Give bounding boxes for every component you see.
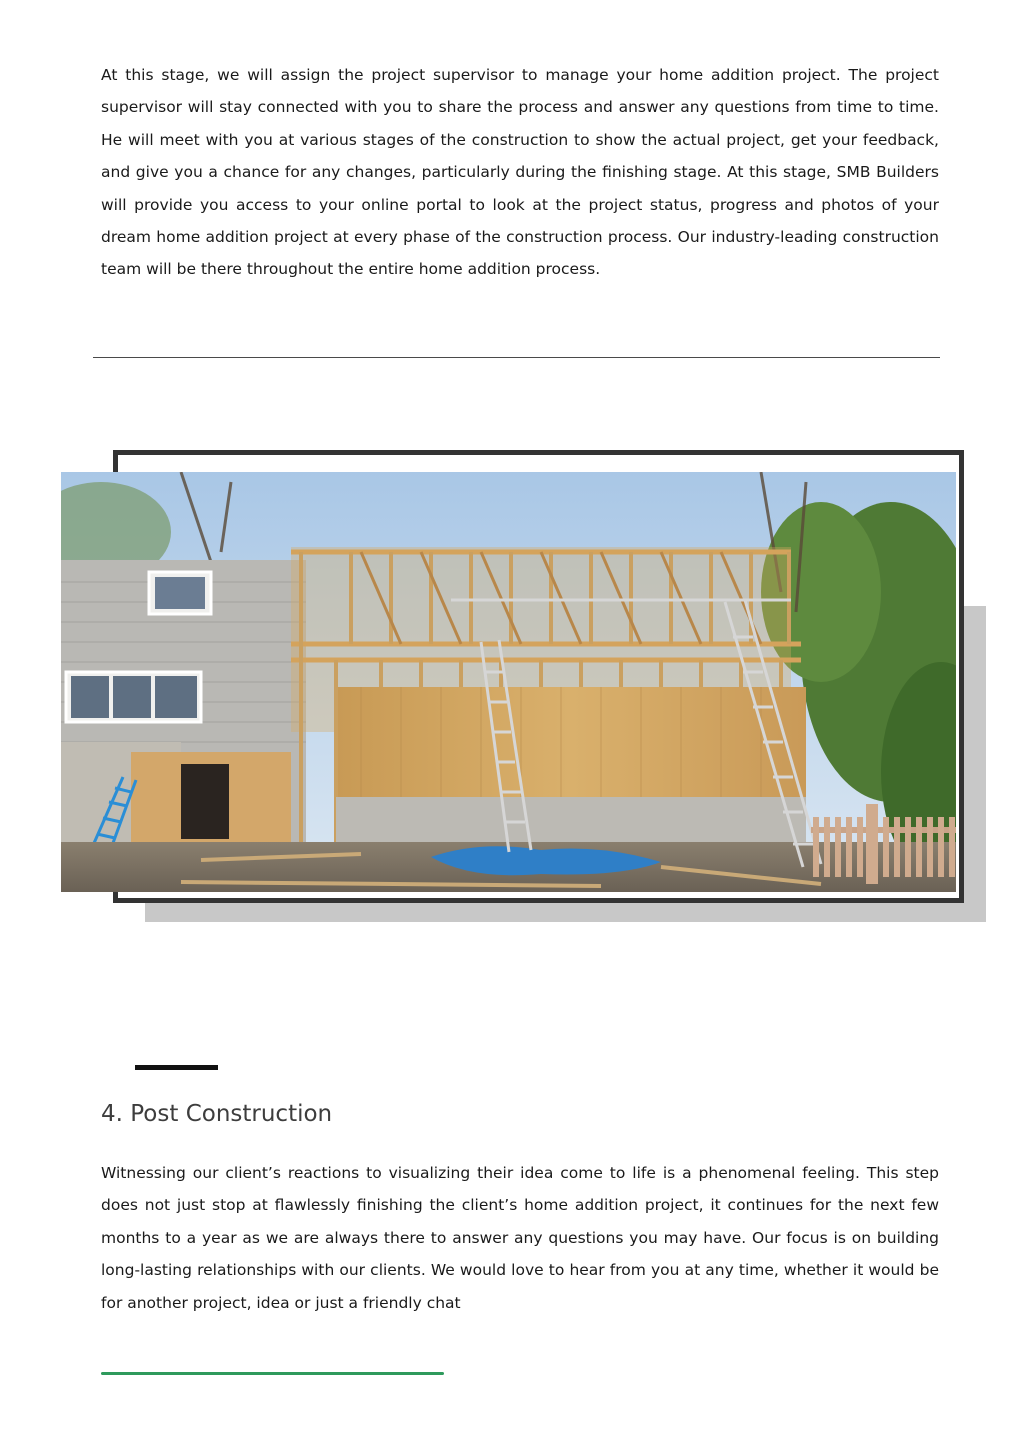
section-heading: 4. Post Construction [101,1101,333,1127]
section-body: Witnessing our client’s reactions to visualizing their idea come to life is a phenomenal feeling. This step does not just stop at flawlessly finishing the client’s home addition project, it continues for the next few months to a year as we are always there to answer any questions you may have. Our focus is on building long-lasting relationships with our clients. We would love to hear from you at any time, whether it would be for another project, idea or just a friendly chat [101,1164,939,1312]
green-divider [101,1372,444,1375]
section-accent-bar [135,1065,218,1070]
section-divider [93,357,940,358]
construction-photo [61,472,956,892]
intro-paragraph: At this stage, we will assign the project supervisor to manage your home addition project. The project supervisor will stay connected with you to share the process and answer any questions from time to time. He will meet with you at various stages of the construction to show the actual project, get your feedback, and give you a chance for any changes, particularly during the finishing stage. At this stage, SMB Builders will provide you access to your online portal to look at the project status, progress and photos of your dream home addition project at every phase of the construction process. Our industry-leading construction team will be there throughout the entire home addition process. [101,66,939,279]
